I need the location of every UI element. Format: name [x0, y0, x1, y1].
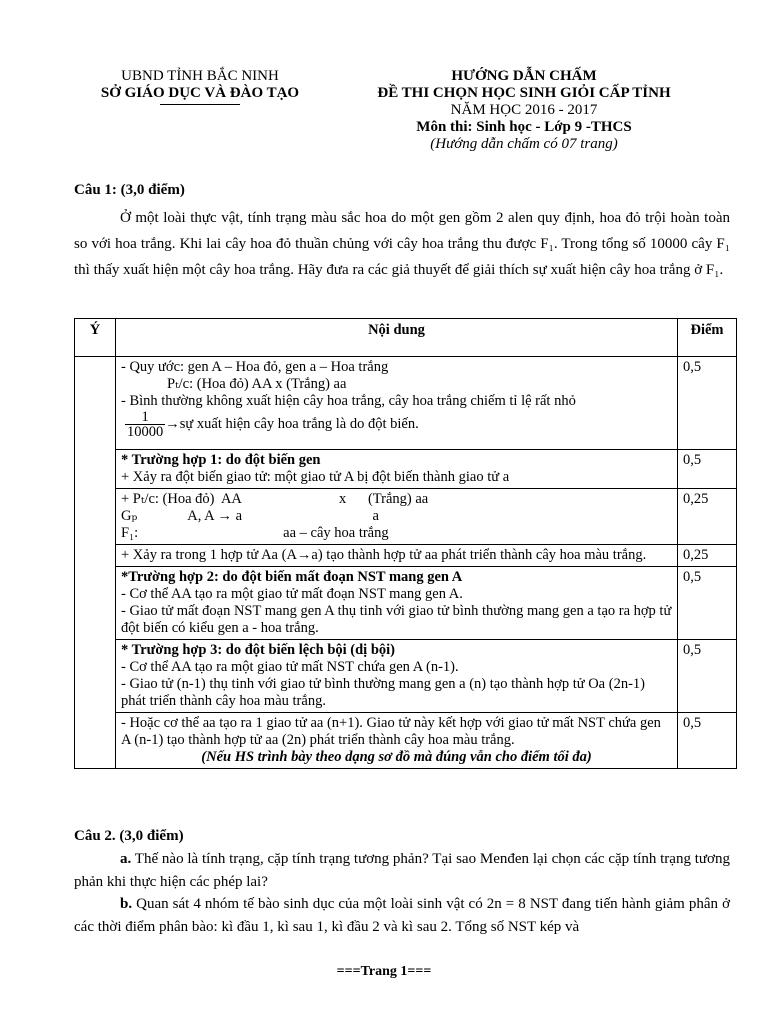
row-score: 0,5 — [678, 567, 737, 640]
department-name: SỞ GIÁO DỤC VÀ ĐÀO TẠO — [100, 85, 300, 101]
col-content-header: Nội dung — [116, 319, 678, 357]
row-content — [116, 713, 678, 769]
y-cell — [75, 357, 116, 769]
subject: Môn thi: Sinh học - Lớp 9 -THCS — [416, 119, 632, 135]
row-line: F₁: aa – cây hoa trắng — [121, 525, 389, 541]
row-score: 0,5 — [678, 357, 737, 450]
row-line: - Giao tử (n-1) thụ tinh với giao tử bình thường mang gen a (n) tạo thành hợp tử Oa (2n-1) phát triển thành cây hoa màu trắng. — [121, 676, 645, 709]
table-header-row — [75, 319, 737, 357]
school-year: NĂM HỌC 2016 - 2017 — [450, 102, 598, 118]
row-content — [116, 489, 678, 545]
row-content — [116, 450, 678, 489]
part-b-label: b. — [120, 896, 133, 912]
question-1-title: Câu 1: (3,0 điểm) — [74, 182, 185, 198]
row-score: 0,5 — [678, 640, 737, 713]
scoring-note: (Nếu HS trình bày theo dạng sơ đồ mà đúng vẫn cho điểm tối đa) — [201, 749, 592, 765]
row-score: 0,5 — [678, 450, 737, 489]
question-2-part-a — [74, 848, 730, 893]
exam-title: ĐỀ THI CHỌN HỌC SINH GIỎI CẤP TỈNH — [377, 85, 671, 101]
table-row — [75, 489, 737, 545]
header-right — [340, 68, 708, 153]
page-footer: ===Trang 1=== — [336, 964, 432, 979]
row-line-text: →sự xuất hiện cây hoa trắng là do đột biến. — [165, 415, 419, 432]
row-line — [121, 410, 672, 439]
table-row — [75, 357, 737, 450]
part-a-text: Thế nào là tính trạng, cặp tính trạng tương phản? Tại sao Menđen lại chọn các cặp tính trạng tương phản khi thực hiện các phép lai? — [74, 851, 730, 890]
answer-table — [74, 318, 737, 769]
row-line: + Xảy ra trong 1 hợp tử Aa (A→a) tạo thành hợp tử aa phát triển thành cây hoa màu trắng. — [121, 547, 647, 563]
row-line: - Cơ thể AA tạo ra một giao tử mất đoạn NST mang gen A. — [121, 586, 463, 602]
col-y-header: Ý — [75, 319, 116, 357]
fraction-denominator: 10000 — [127, 424, 164, 440]
row-content — [116, 545, 678, 567]
question-2-part-b — [74, 893, 730, 938]
fraction — [125, 410, 165, 439]
row-line: + Xảy ra đột biến giao tử: một giao tử A bị đột biến thành giao tử a — [121, 469, 510, 485]
row-score: 0,5 — [678, 713, 737, 769]
table-row — [75, 567, 737, 640]
row-content — [116, 567, 678, 640]
table-row — [75, 545, 737, 567]
row-heading: *Trường hợp 2: do đột biến mất đoạn NST mang gen A — [121, 569, 463, 585]
header-left — [85, 68, 315, 105]
question-2-title: Câu 2. (3,0 điểm) — [74, 828, 184, 844]
table-row — [75, 450, 737, 489]
col-score-header: Điểm — [678, 319, 737, 357]
row-content — [116, 357, 678, 450]
row-line: - Cơ thể AA tạo ra một giao tử mất NST chứa gen A (n-1). — [121, 659, 459, 675]
page-count-note: (Hướng dẫn chấm có 07 trang) — [430, 136, 618, 152]
row-heading: * Trường hợp 3: do đột biến lệch bội (dị bội) — [121, 642, 395, 658]
row-line: - Hoặc cơ thể aa tạo ra 1 giao tử aa (n+1). Giao tử này kết hợp với giao tử mất NST chứa gen A (n-1) tạo thành hợp tử aa (2n) phát triển thành cây hoa màu trắng. — [121, 715, 661, 748]
part-b-text: Quan sát 4 nhóm tế bào sinh dục của một loài sinh vật có 2n = 8 NST đang tiến hành giảm phân ở các thời điểm phân bào: kì đầu 1, kì sau 1, kì đầu 2 và kì sau 2. Tổng số NST kép và — [74, 896, 730, 935]
row-line: - Giao tử mất đoạn NST mang gen A thụ tinh với giao tử bình thường mang gen a tạo ra hợp tử đột biến có kiểu gen a - hoa trắng. — [121, 603, 672, 636]
fraction-numerator: 1 — [141, 409, 149, 425]
part-a-label: a. — [120, 851, 132, 867]
table-row — [75, 713, 737, 769]
header-underline — [160, 104, 240, 105]
question-2-text — [74, 848, 730, 938]
row-heading: * Trường hợp 1: do đột biến gen — [121, 452, 321, 468]
row-line: - Quy ước: gen A – Hoa đỏ, gen a – Hoa trắng — [121, 359, 389, 375]
question-1-body: Ở một loài thực vật, tính trạng màu sắc hoa do một gen gồm 2 alen quy định, hoa đỏ trội hoàn toàn so với hoa trắng. Khi lai cây hoa đỏ thuần chủng với cây hoa trắng thu được F₁. Trong tổng số 10000 cây F₁ thì thấy xuất hiện một cây hoa trắng. Hãy đưa ra các giả thuyết để giải thích sự xuất hiện cây hoa trắng ở F₁. — [74, 210, 730, 278]
row-score: 0,25 — [678, 489, 737, 545]
row-content — [116, 640, 678, 713]
row-line: Pₜ/c: (Hoa đỏ) AA x (Trắng) aa — [167, 376, 347, 392]
row-score: 0,25 — [678, 545, 737, 567]
row-line: - Bình thường không xuất hiện cây hoa trắng, cây hoa trắng chiếm tỉ lệ rất nhỏ — [121, 393, 576, 409]
row-line: + Pₜ/c: (Hoa đỏ) AA x (Trắng) aa — [121, 491, 429, 507]
row-line: Gₚ A, A → a a — [121, 508, 379, 524]
doc-title: HƯỚNG DẪN CHẤM — [451, 68, 597, 84]
question-1-text — [74, 205, 730, 283]
table-row — [75, 640, 737, 713]
authority-name: UBND TỈNH BẮC NINH — [121, 68, 279, 84]
